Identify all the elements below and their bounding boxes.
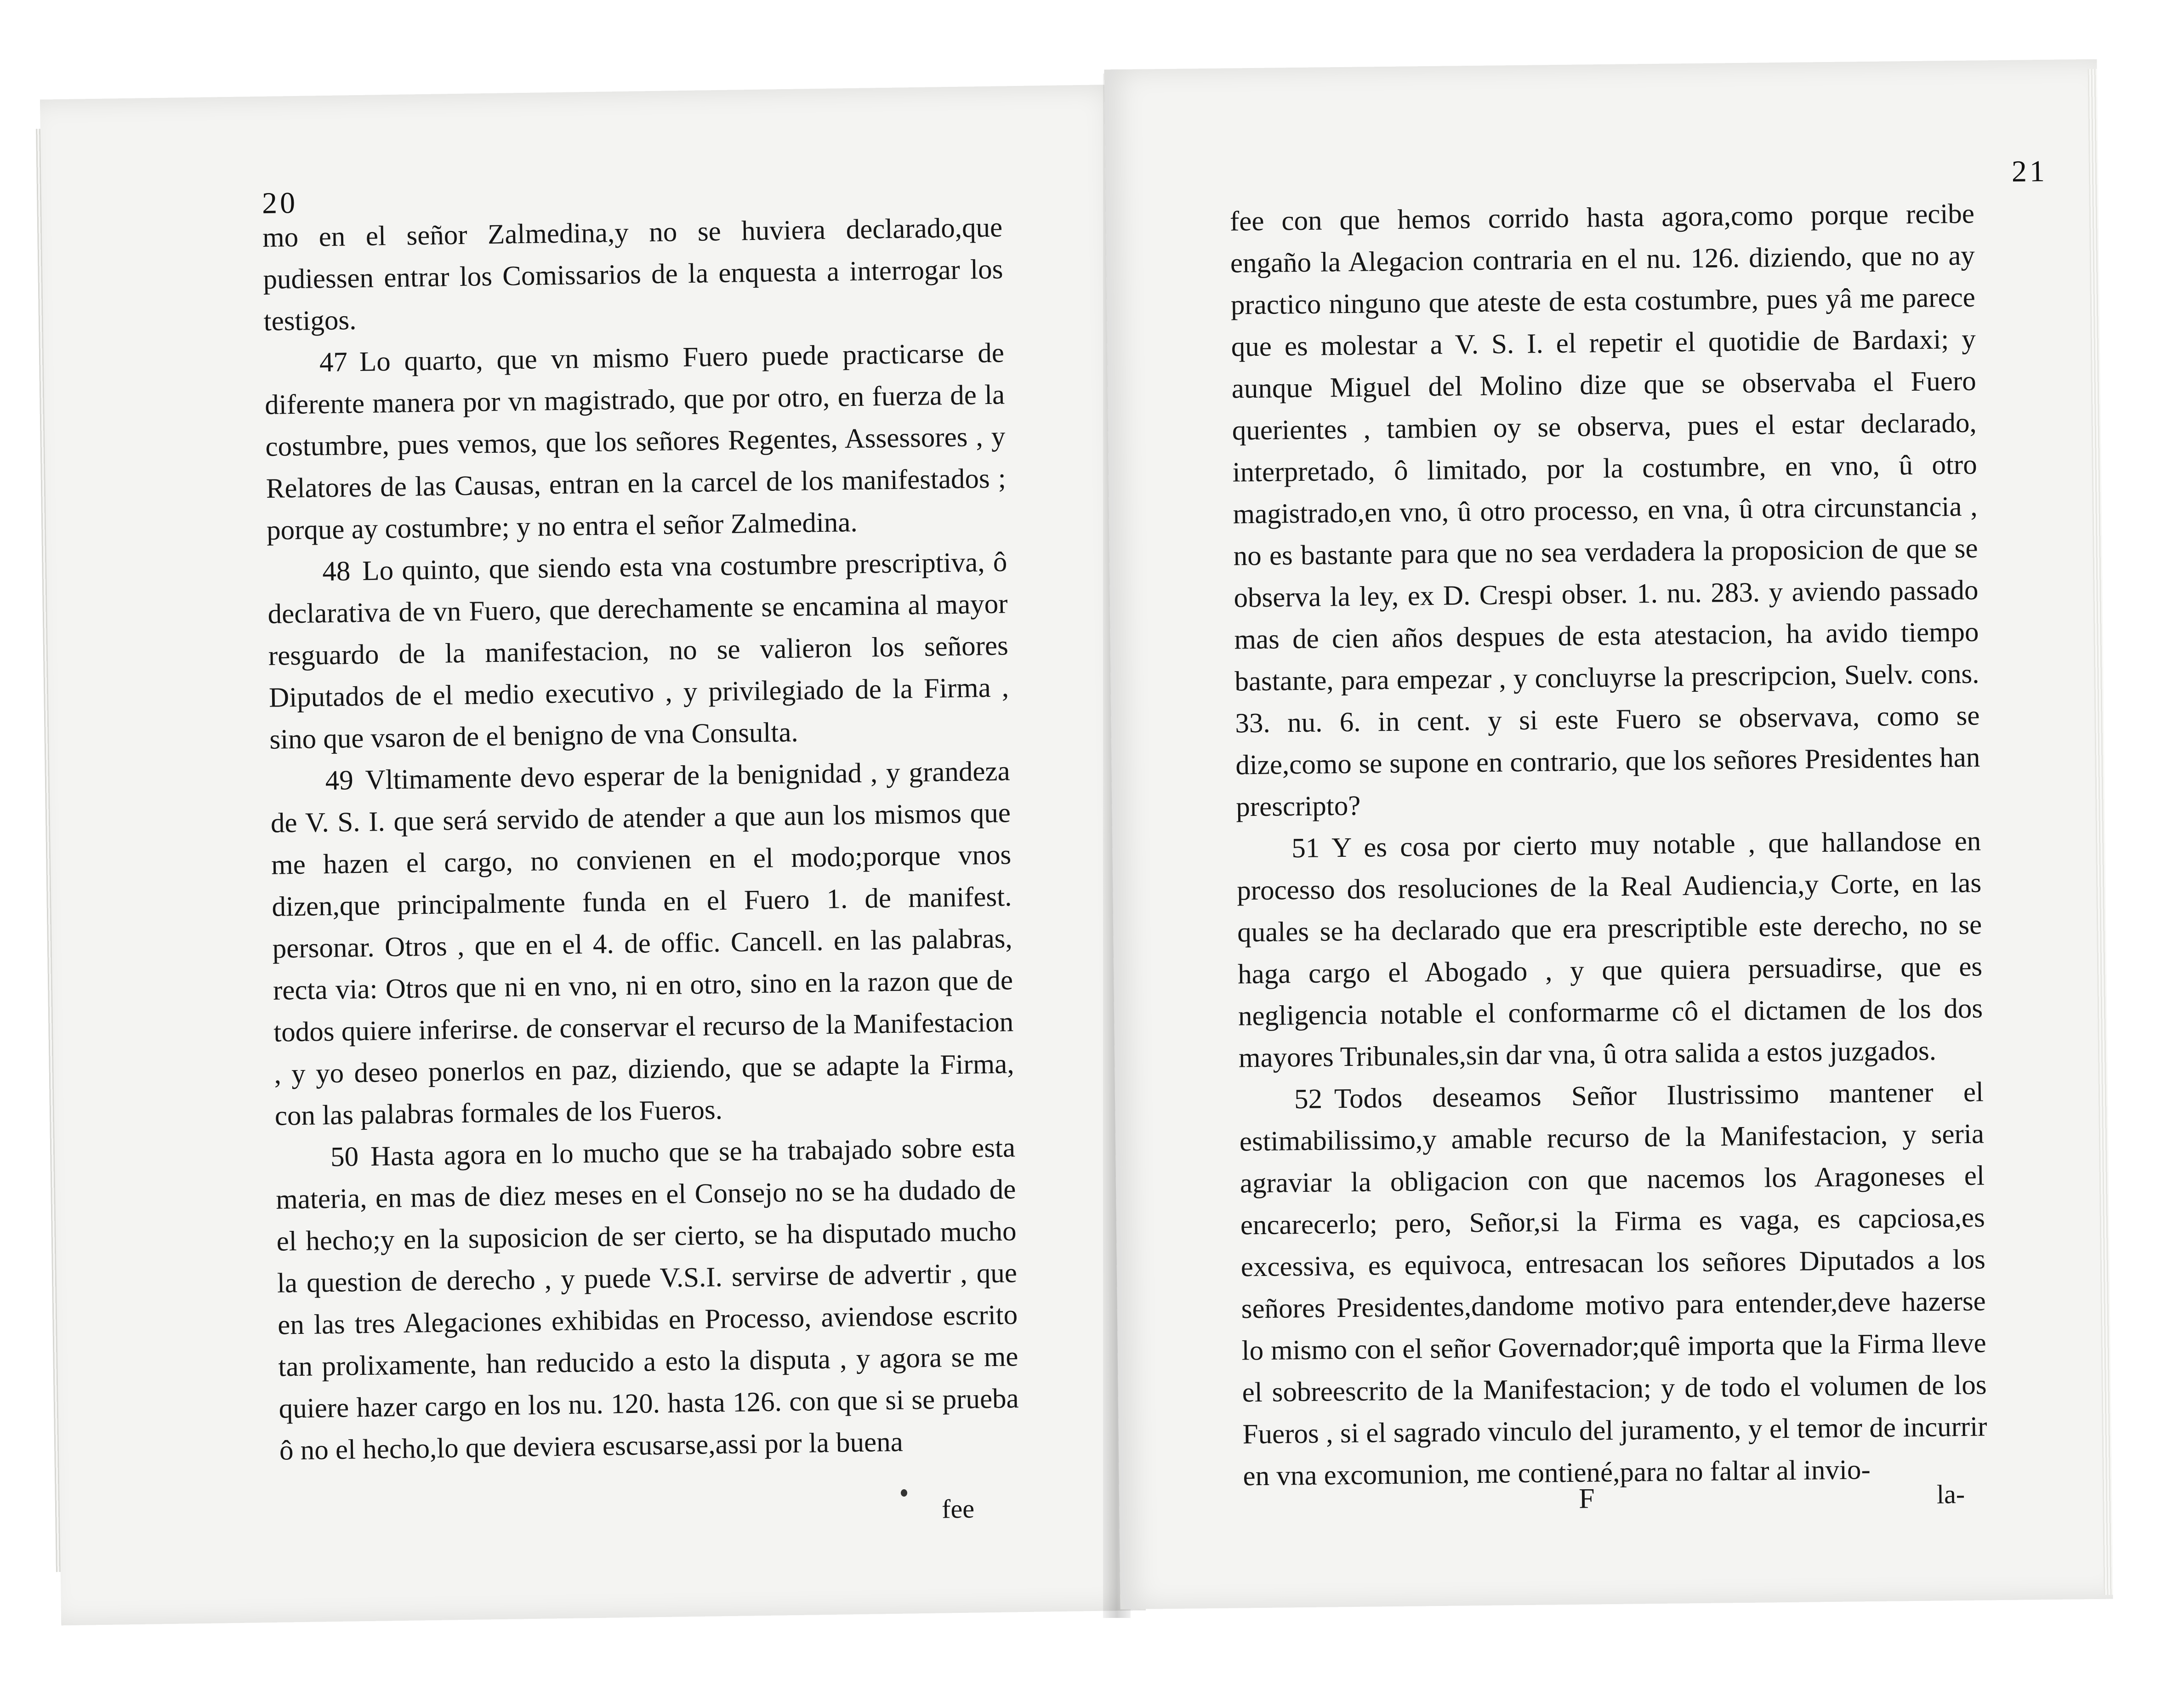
paragraph-continuation-left [262,206,1004,342]
paragraph-continuation-right [1230,193,1981,828]
ink-spot [901,1489,907,1497]
page-number-left: 20 [262,186,298,220]
catchword-right: la- [1936,1479,1965,1509]
paragraph-49 [270,750,1015,1137]
right-page [1104,59,2113,1609]
paragraph-51 [1236,820,1984,1079]
left-page [40,85,1146,1626]
paragraph-52 [1239,1071,1988,1497]
right-page-text [1230,193,1988,1498]
paragraph-text: Vltimamente devo esperar de la benignidad , y grandeza de V. S. I. que será servido de atender a que aun los mismos que me hazen el cargo, no convienen en el modo;porque vnos dizen,que principalmente funda en el Fuero 1. de manifest. personar. Otros , que en el 4. de offic. Cancell. en las palabras, recta via: Otros que ni en vno, ni en otro, sino en la razon que de todos quiere inferirse. de conservar el recurso de la Manifestacion , y yo deseo ponerlos en paz, diziendo, que se adapte la Firma, con las palabras formales de los Fueros. [270,756,1014,1132]
left-page-text [262,206,1020,1471]
paragraph-47 [264,332,1007,551]
paragraph-number: 48 [322,556,351,587]
paragraph-text: mo en el señor Zalmedina,y no se huviera declarado,que pudiessen entrar los Comissarios de la enquesta a interrogar los testigos. [262,212,1003,337]
paragraph-number: 47 [319,347,348,378]
signature-mark: F [1578,1483,1595,1515]
catchword-left: fee [941,1493,975,1524]
paragraph-number: 50 [330,1141,359,1173]
paragraph-text: Y es cosa por cierto muy notable , que hallandose en processo dos resoluciones de la Real Audiencia,y Corte, en las quales se ha declarado que era prescriptible este derecho, no se haga cargo el Abogado , y que quiera persuadirse, que es negligencia notable el conformarme cô el dictamen de los dos mayores Tribunales,sin dar vna, û otra salida a estos juzgados. [1236,826,1983,1074]
paragraph-text: Todos deseamos Señor Ilustrissimo mantener el estimabilissimo,y amable recurso de la Manifestacion, y seria agraviar la obligacion con que nacemos los Aragoneses el encarecerlo; pero, Señor,si la Firma es vaga, es capciosa,es excessiva, es equivoca, entresacan los señores Diputados a los señores Presidentes,dandome motivo para entender,deve hazerse lo mismo con el señor Governador;quê importa que la Firma lleve el sobreescrito de la Manifestacion; y de todo el volumen de los Fueros , si el sagrado vinculo del juramento, y el temor de incurrir en vna excomunion, me contiené,para no faltar al invio- [1239,1076,1987,1492]
page-number-right: 21 [2011,154,2048,188]
paragraph-number: 52 [1294,1083,1323,1115]
paragraph-text: Lo quinto, que siendo esta vna costumbre prescriptiva, ô declarativa de vn Fuero, que derechamente se encamina al mayor resguardo de la manifestacion, no se valieron los señores Diputados de el medio executivo , y privilegiado de la Firma , sino que vsaron de el benigno de vna Consulta. [267,547,1009,755]
paragraph-number: 49 [325,765,354,797]
paragraph-50 [275,1127,1020,1471]
paragraph-text: fee con que hemos corrido hasta agora,como porque recibe engaño la Alegacion contraria en el nu. 126. diziendo, que no ay practico ninguno que ateste de esta costumbre, pues yâ me parece que es molestar a V. S. I. el repetir el quotidie de Bardaxi; y aunque Miguel del Molino dize que se observaba el Fuero querientes , tambien oy se observa, pues el estar declarado, interpretado, ô limitado, por la costumbre, en vno, û otro magistrado,en vno, û otro processo, en vna, û otra circunstancia , no es bastante para que no sea verdadera la proposicion de que se observa la ley, ex D. Crespi obser. 1. nu. 283. y aviendo passado mas de cien años despues de esta atestacion, ha avido tiempo bastante, para empezar , y concluyrse la prescripcion, Suelv. cons. 33. nu. 6. in cent. y si este Fuero se observava, como se dize,como se supone en contrario, que los señores Presidentes han prescripto? [1229,198,1980,823]
paragraph-number: 51 [1291,832,1320,864]
paragraph-text: Lo quarto, que vn mismo Fuero puede practicarse de diferente manera por vn magistrado, que por otro, en fuerza de la costumbre, pues vemos, que los señores Regentes, Assessores , y Relatores de las Causas, entran en la carcel de los manifestados ; porque ay costumbre; y no entra el señor Zalmedina. [264,337,1007,546]
paragraph-48 [267,541,1010,760]
paragraph-text: Hasta agora en lo mucho que se ha trabajado sobre esta materia, en mas de diez meses en el Consejo no se ha dudado de el hecho;y en la suposicion de ser cierto, se ha disputado mucho la question de derecho , y puede V.S.I. servirse de advertir , que en las tres Alegaciones exhibidas en Processo, aviendose escrito tan prolixamente, han reducido a esto la disputa , y agora se me quiere hazer cargo en los nu. 120. hasta 126. con que si se prueba ô no el hecho,lo que deviera escusarse,assi por la buena [275,1132,1019,1466]
